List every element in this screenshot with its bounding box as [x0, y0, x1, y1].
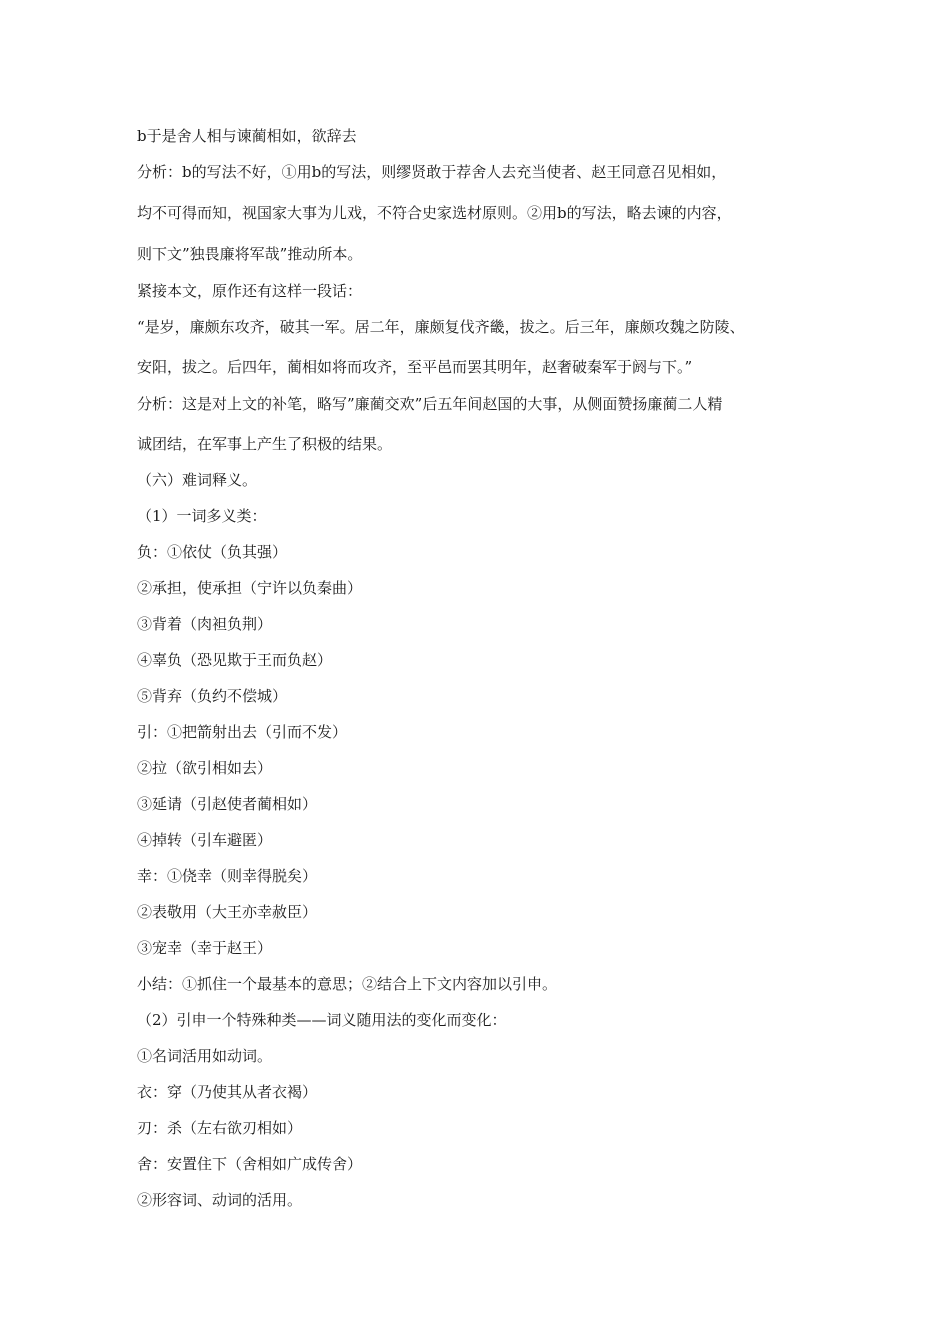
- text-line: “是岁，廉颇东攻齐，破其一军。居二年，廉颇复伐齐畿，拔之。后三年，廉颇攻魏之防陵、: [137, 318, 745, 336]
- text-line: ①名词活用如动词。: [137, 1047, 273, 1065]
- text-line: 分析：b的写法不好，①用b的写法，则缪贤敢于荐舍人去充当使者、赵王同意召见相如，: [137, 163, 727, 181]
- text-line: 均不可得而知，视国家大事为儿戏，不符合史家选材原则。②用b的写法，略去谏的内容，: [137, 204, 732, 222]
- text-line: ③延请（引赵使者蔺相如）: [137, 795, 318, 813]
- text-line: b于是舍人相与谏蔺相如，欲辞去: [137, 127, 357, 145]
- text-line: 诚团结，在军事上产生了积极的结果。: [137, 435, 393, 453]
- text-line: ②表敬用（大王亦幸赦臣）: [137, 903, 318, 921]
- text-line: 分析：这是对上文的补笔，略写”廉蔺交欢”后五年间赵国的大事，从侧面赞扬廉蔺二人精: [137, 395, 723, 413]
- section-heading: （六）难词释义。: [137, 471, 258, 489]
- text-line: 小结：①抓住一个最基本的意思；②结合上下文内容加以引申。: [137, 975, 558, 993]
- text-line: 衣：穿（乃使其从者衣褐）: [137, 1083, 318, 1101]
- text-line: ⑤背弃（负约不偿城）: [137, 687, 288, 705]
- text-line: 则下文”独畏廉将军哉”推动所本。: [137, 245, 363, 263]
- text-line: ③背着（肉袒负荆）: [137, 615, 273, 633]
- text-line: ②拉（欲引相如去）: [137, 759, 273, 777]
- text-line: 刃：杀（左右欲刃相如）: [137, 1119, 303, 1137]
- text-line: ③宠幸（幸于赵王）: [137, 939, 273, 957]
- subsection-heading: （2）引申一个特殊种类——词义随用法的变化而变化：: [137, 1011, 507, 1029]
- text-line: 幸：①侥幸（则幸得脱矣）: [137, 867, 318, 885]
- text-line: 舍：安置住下（舍相如广成传舍）: [137, 1155, 363, 1173]
- text-line: ②承担，使承担（宁许以负秦曲）: [137, 579, 363, 597]
- text-line: ④辜负（恐见欺于王而负赵）: [137, 651, 333, 669]
- text-line: 引：①把箭射出去（引而不发）: [137, 723, 348, 741]
- text-line: 紧接本文，原作还有这样一段话：: [137, 282, 363, 300]
- text-line: 安阳，拔之。后四年，蔺相如将而攻齐，至平邑而罢其明年，赵奢破秦军于阏与下。”: [137, 358, 693, 376]
- text-line: ④掉转（引车避匿）: [137, 831, 273, 849]
- text-line: ②形容词、动词的活用。: [137, 1191, 303, 1209]
- subsection-heading: （1）一词多义类：: [137, 507, 267, 525]
- text-line: 负：①依仗（负其强）: [137, 543, 288, 561]
